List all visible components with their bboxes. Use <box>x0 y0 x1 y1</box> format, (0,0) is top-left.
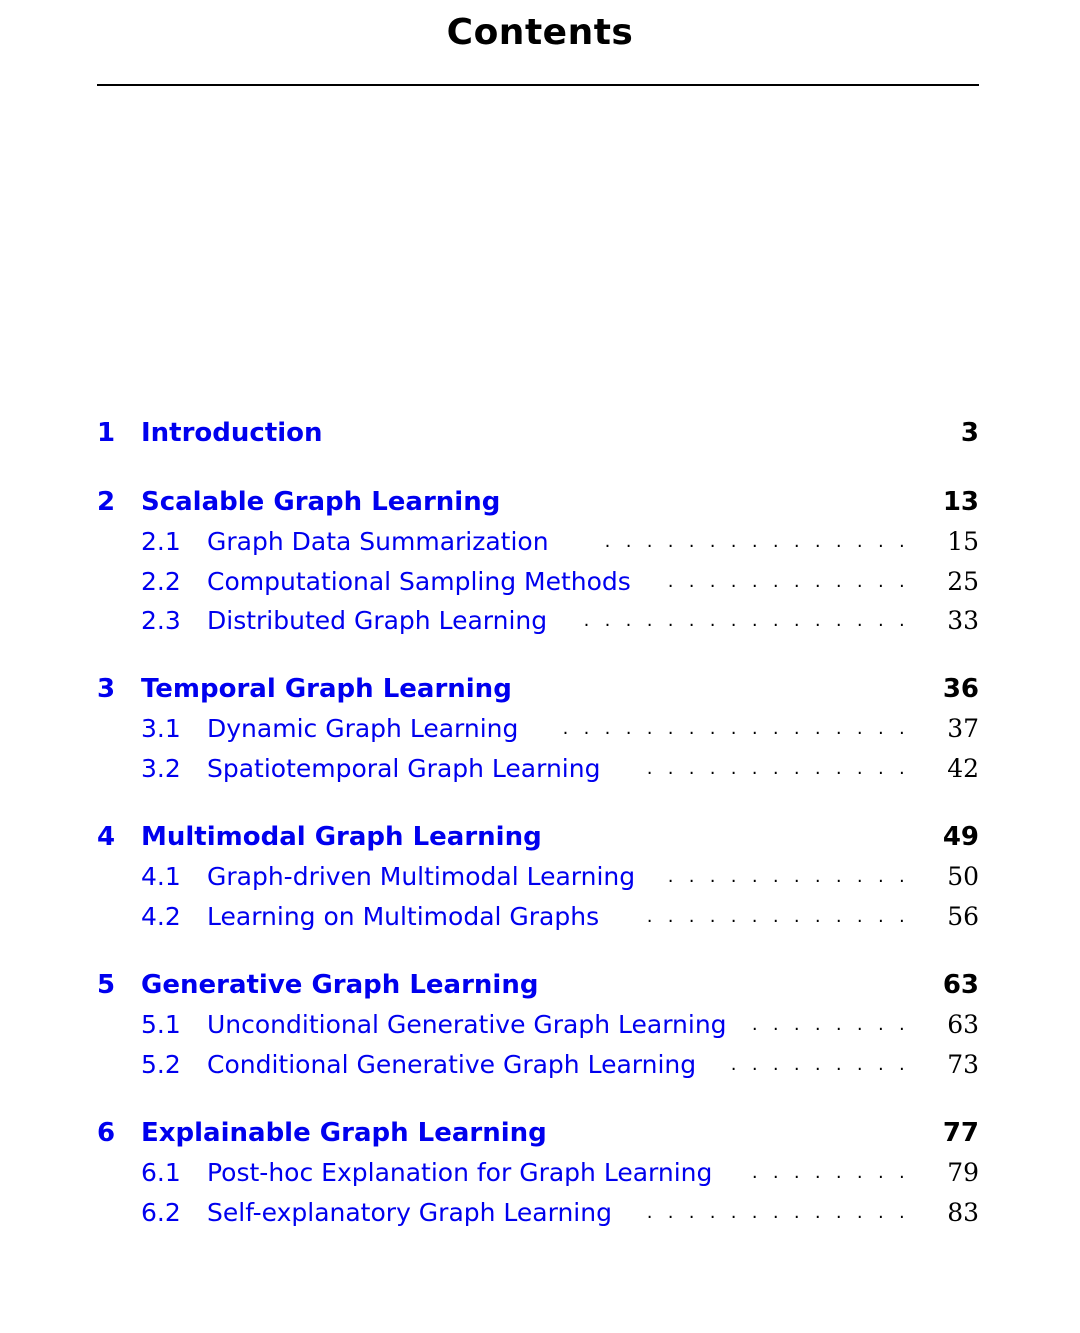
chapter-title-link[interactable]: Multimodal Graph Learning <box>141 822 542 852</box>
section-page-number: 50 <box>947 862 979 891</box>
section-title-link[interactable]: Conditional Generative Graph Learning <box>207 1049 697 1079</box>
section-title-link[interactable]: Post-hoc Explanation for Graph Learning <box>207 1158 713 1187</box>
section-title-link[interactable]: Self-explanatory Graph Learning <box>207 1197 612 1227</box>
toc-chapter-row[interactable] <box>0 965 1080 1005</box>
chapter-page-number: 63 <box>942 970 979 1000</box>
section-page-number: 42 <box>947 753 979 783</box>
section-page-number: 33 <box>947 606 979 635</box>
chapter-number[interactable]: 1 <box>97 418 116 448</box>
section-page-number: 83 <box>947 1197 979 1227</box>
section-number[interactable]: 3.1 <box>141 714 181 743</box>
toc-chapter-row[interactable] <box>0 817 1080 857</box>
section-page-number: 79 <box>947 1158 979 1187</box>
section-number[interactable]: 5.1 <box>141 1010 181 1039</box>
toc-section-row[interactable] <box>0 601 1080 641</box>
section-title-link[interactable]: Graph Data Summarization <box>207 527 549 556</box>
chapter-page-number: 13 <box>942 487 979 517</box>
section-title-link[interactable]: Distributed Graph Learning <box>207 606 548 635</box>
section-page-number: 63 <box>947 1010 979 1039</box>
chapter-page-number: 49 <box>942 822 979 852</box>
section-page-number: 56 <box>947 901 979 931</box>
toc-section-row[interactable] <box>0 562 1080 602</box>
section-number[interactable]: 3.2 <box>141 753 181 783</box>
section-title-link[interactable]: Spatiotemporal Graph Learning <box>207 753 601 783</box>
dot-leader: ......... <box>730 1053 920 1075</box>
section-page-number: 37 <box>947 714 979 743</box>
section-number[interactable]: 5.2 <box>141 1049 181 1079</box>
section-page-number: 73 <box>947 1049 979 1079</box>
chapter-number[interactable]: 6 <box>97 1118 116 1148</box>
chapter-page-number: 36 <box>942 674 979 704</box>
section-number[interactable]: 2.1 <box>141 527 181 556</box>
chapter-title-link[interactable]: Temporal Graph Learning <box>141 674 512 704</box>
dot-leader: ............. <box>646 757 920 779</box>
section-title-link[interactable]: Computational Sampling Methods <box>207 566 631 596</box>
dot-leader: ............. <box>646 905 920 927</box>
chapter-number[interactable]: 4 <box>97 822 116 852</box>
toc-chapter-row[interactable] <box>0 482 1080 522</box>
toc-section-row[interactable] <box>0 1045 1080 1085</box>
section-number[interactable]: 6.2 <box>141 1197 181 1227</box>
section-number[interactable]: 4.2 <box>141 901 181 931</box>
toc-chapter-row[interactable] <box>0 1113 1080 1153</box>
dot-leader: ............ <box>667 570 920 592</box>
chapter-title-link[interactable]: Scalable Graph Learning <box>141 487 501 517</box>
toc-section-row[interactable] <box>0 522 1080 562</box>
toc-section-row[interactable] <box>0 1153 1080 1193</box>
dot-leader: ................. <box>562 718 920 739</box>
toc-section-row[interactable] <box>0 749 1080 789</box>
dot-leader: ................ <box>583 610 920 631</box>
section-page-number: 25 <box>947 566 979 596</box>
chapter-number[interactable]: 5 <box>97 970 116 1000</box>
dot-leader: ............. <box>646 1201 920 1223</box>
toc-section-row[interactable] <box>0 857 1080 897</box>
section-number[interactable]: 2.2 <box>141 566 181 596</box>
section-title-link[interactable]: Learning on Multimodal Graphs <box>207 901 600 931</box>
chapter-number[interactable]: 3 <box>97 674 116 704</box>
chapter-title-link[interactable]: Generative Graph Learning <box>141 970 539 1000</box>
chapter-page-number: 77 <box>942 1118 979 1148</box>
toc-section-row[interactable] <box>0 1005 1080 1045</box>
section-title-link[interactable]: Unconditional Generative Graph Learning <box>207 1010 727 1039</box>
dot-leader: ........ <box>751 1162 920 1183</box>
section-number[interactable]: 6.1 <box>141 1158 181 1187</box>
section-number[interactable]: 4.1 <box>141 862 181 891</box>
toc-section-row[interactable] <box>0 709 1080 749</box>
chapter-title-link[interactable]: Explainable Graph Learning <box>141 1118 547 1148</box>
page-title: Contents <box>446 12 634 53</box>
chapter-page-number: 3 <box>960 418 979 448</box>
toc-section-row[interactable] <box>0 1193 1080 1233</box>
section-title-link[interactable]: Graph-driven Multimodal Learning <box>207 862 636 891</box>
section-page-number: 15 <box>947 527 979 556</box>
chapter-title-link[interactable]: Introduction <box>141 418 323 448</box>
section-title-link[interactable]: Dynamic Graph Learning <box>207 714 519 743</box>
toc-section-row[interactable] <box>0 897 1080 937</box>
toc-chapter-row[interactable] <box>0 669 1080 709</box>
section-number[interactable]: 2.3 <box>141 606 181 635</box>
dot-leader: ............... <box>604 531 920 552</box>
chapter-number[interactable]: 2 <box>97 487 116 517</box>
dot-leader: ............ <box>667 866 920 887</box>
dot-leader: ........ <box>751 1014 920 1035</box>
toc-chapter-row[interactable] <box>0 413 1080 453</box>
